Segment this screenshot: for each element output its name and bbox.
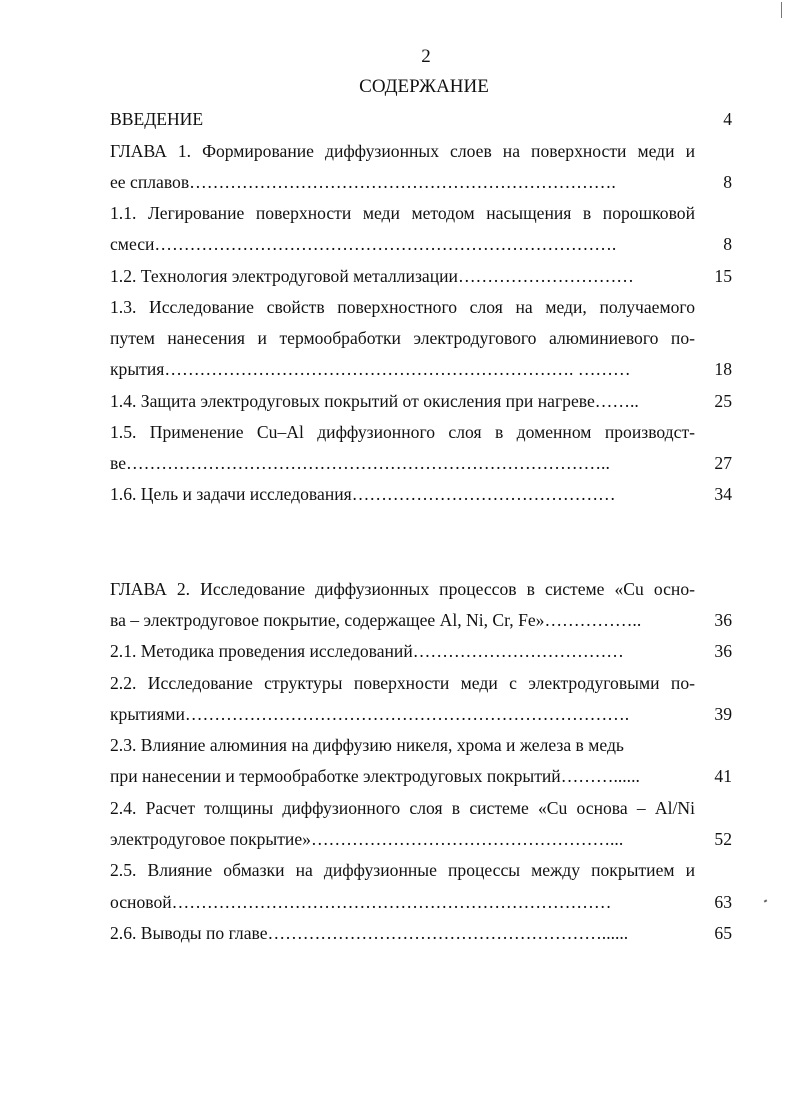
toc-entry-1-5-line1: 1.5. Применение Cu–Al диффузионного слоя в доменном производст-: [110, 422, 695, 442]
toc-page-2-1: 36: [714, 641, 732, 661]
toc-entry-1-3-line3: крытия……………………………………………………………. ………: [110, 359, 631, 379]
toc-page-1-5: 27: [714, 453, 732, 473]
scan-edge-mark: [781, 2, 782, 18]
toc-entry-1-3-line1: 1.3. Исследование свойств поверхностного слоя на меди, получаемого: [110, 297, 695, 317]
toc-page-1-1: 8: [723, 234, 732, 254]
toc-entry-intro: ВВЕДЕНИЕ: [110, 109, 204, 129]
toc-entry-1-1-line2: смеси…………………………………………………………………….: [110, 234, 617, 254]
toc-entry-2-4-line1: 2.4. Расчет толщины диффузионного слоя в системе «Cu основа – Al/Ni: [110, 798, 695, 818]
toc-entry-ch1-line1: ГЛАВА 1. Формирование диффузионных слоев на поверхности меди и: [110, 141, 695, 161]
toc-page-2-6: 65: [714, 923, 732, 943]
toc-entry-2-4-line2: электродуговое покрытие»……………………………………………...: [110, 829, 624, 849]
toc-entry-1-4: 1.4. Защита электродуговых покрытий от окисления при нагреве……..: [110, 391, 639, 411]
toc-page-1-4: 25: [714, 391, 732, 411]
toc-entry-2-5-line2: основой…………………………………………………………………: [110, 892, 612, 912]
toc-page-2-5: 63: [714, 892, 732, 912]
toc-entry-2-2-line1: 2.2. Исследование структуры поверхности меди с электродуговыми по-: [110, 673, 695, 693]
toc-entry-2-3-line2: при нанесении и термообработке электродуговых покрытий………......: [110, 766, 640, 786]
toc-entry-2-5-line1: 2.5. Влияние обмазки на диффузионные процессы между покрытием и: [110, 860, 695, 880]
toc-entry-1-5-line2: ве………………………………………………………………………..: [110, 453, 610, 473]
toc-page-1-2: 15: [714, 266, 732, 286]
toc-entry-2-1: 2.1. Методика проведения исследований………………………………: [110, 641, 624, 661]
toc-entry-ch2-line1: ГЛАВА 2. Исследование диффузионных процессов в системе «Cu осно-: [110, 579, 695, 599]
scan-speck: [764, 899, 768, 902]
toc-page-2-3: 41: [714, 766, 732, 786]
page-title: СОДЕРЖАНИЕ: [359, 76, 489, 97]
toc-entry-ch2-line2: ва – электродуговое покрытие, содержащее Al, Ni, Cr, Fe»……………..: [110, 610, 642, 630]
toc-page-ch1: 8: [723, 172, 732, 192]
toc-entry-ch1-line2: ее сплавов……………………………………………………………….: [110, 172, 616, 192]
toc-entry-1-1-line1: 1.1. Легирование поверхности меди методом насыщения в порошковой: [110, 203, 695, 223]
toc-page-intro: 4: [723, 109, 732, 129]
toc-page-2-4: 52: [714, 829, 732, 849]
toc-page-1-3: 18: [714, 359, 732, 379]
toc-entry-1-3-line2: путем нанесения и термообработки электродугового алюминиевого по-: [110, 328, 695, 348]
toc-entry-1-6: 1.6. Цель и задачи исследования………………………………………: [110, 484, 616, 504]
toc-page-ch2: 36: [714, 610, 732, 630]
page-number: 2: [421, 46, 431, 67]
toc-entry-2-2-line2: крытиями………………………………………………………………….: [110, 704, 630, 724]
toc-entry-1-2: 1.2. Технология электродуговой металлизации…………………………: [110, 266, 634, 286]
toc-entry-2-3-line1: 2.3. Влияние алюминия на диффузию никеля, хрома и железа в медь: [110, 735, 624, 755]
toc-entry-2-6: 2.6. Выводы по главе…………………………………………………......: [110, 923, 629, 943]
toc-page-1-6: 34: [714, 484, 732, 504]
toc-page-2-2: 39: [714, 704, 732, 724]
